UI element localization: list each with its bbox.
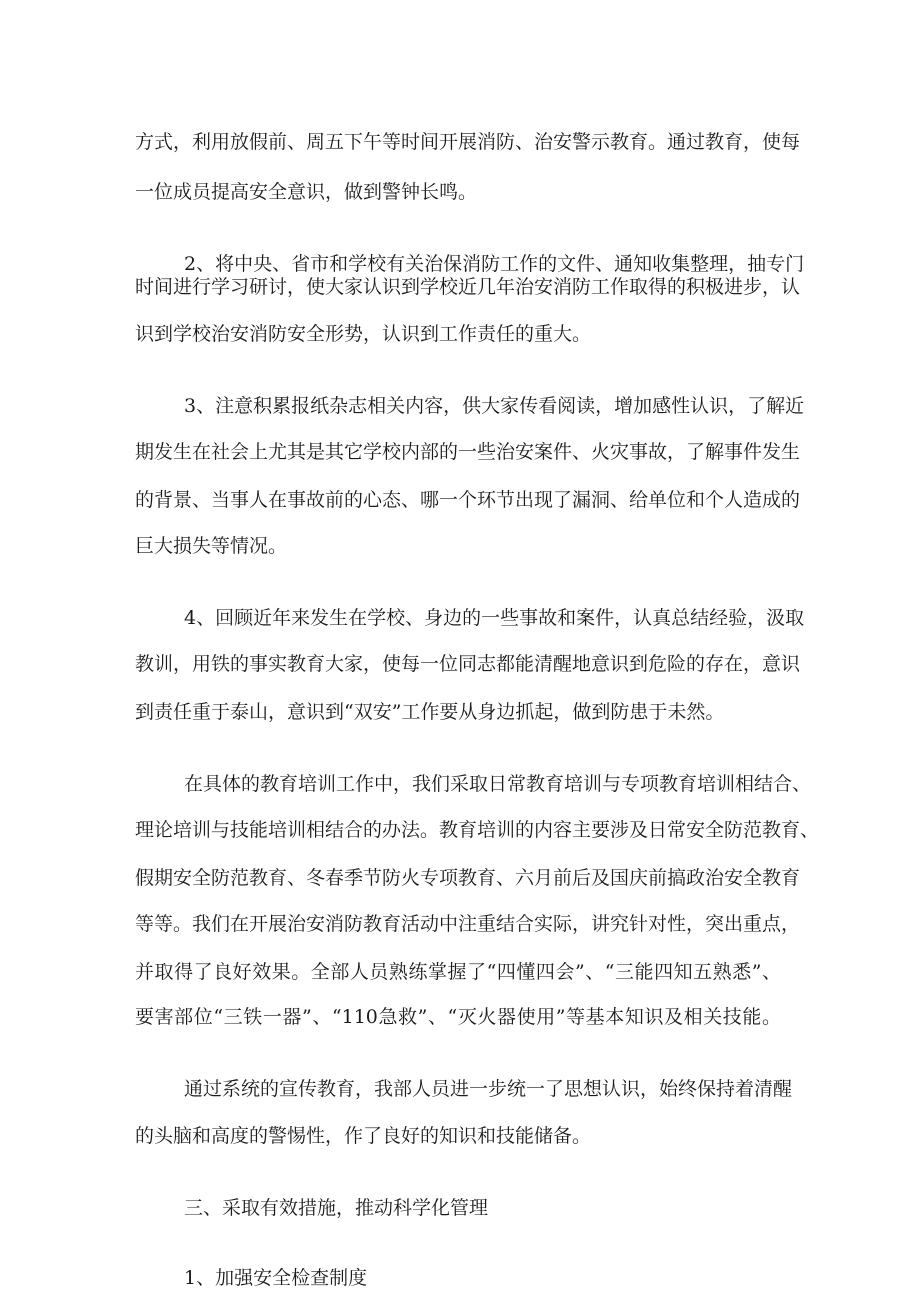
text-line: 方式，利用放假前、周五下午等时间开展消防、治安警示教育。通过教育，使每 — [135, 131, 801, 153]
text-line: 要害部位“三铁一器”、“110急救”、“灭火器使用”等基本知识及相关技能。 — [135, 1006, 781, 1028]
text-line: 3、注意积累报纸杂志相关内容，供大家传看阅读，增加感性认识，了解近 — [184, 395, 805, 417]
text-line: 4、回顾近年来发生在学校、身边的一些事故和案件，认真总结经验，汲取 — [184, 607, 805, 629]
text-line: 的头脑和高度的警惕性，作了良好的知识和技能储备。 — [135, 1125, 592, 1147]
text-line: 期发生在社会上尤其是其它学校内部的一些治安案件、火灾事故，了解事件发生 — [135, 441, 801, 463]
text-line: 时间进行学习研讨，使大家认识到学校近几年治安消防工作取得的积极进步，认 — [135, 276, 801, 298]
text-line: 在具体的教育培训工作中，我们采取日常教育培训与专项教育培训相结合、 — [184, 773, 812, 795]
text-line: 到责任重于泰山，意识到“双安”工作要从身边抓起，做到防患于未然。 — [135, 701, 725, 723]
text-line: 巨大损失等情况。 — [135, 535, 288, 557]
text-line: 假期安全防范教育、冬春季节防火专项教育、六月前后及国庆前搞政治安全教育 — [135, 867, 801, 889]
text-line: 识到学校治安消防安全形势，认识到工作责任的重大。 — [135, 323, 592, 345]
text-line: 理论培训与技能培训相结合的办法。教育培训的内容主要涉及日常安全防范教育、 — [135, 819, 820, 841]
text-line: 教训，用铁的事实教育大家，使每一位同志都能清醒地意识到危险的存在，意识 — [135, 653, 801, 675]
subsection-heading: 1、加强安全检查制度 — [184, 1267, 368, 1289]
text-line: 一位成员提高安全意识，做到警钟长鸣。 — [135, 181, 478, 203]
text-line: 2、将中央、省市和学校有关治保消防工作的文件、通知收集整理，抽专门 — [184, 253, 805, 275]
text-line: 等等。我们在开展治安消防教育活动中注重结合实际，讲究针对性，突出重点， — [135, 913, 801, 935]
section-heading: 三、采取有效措施，推动科学化管理 — [184, 1197, 489, 1219]
text-line: 并取得了良好效果。全部人员熟练掌握了“四懂四会”、“三能四知五熟悉”、 — [135, 961, 781, 983]
text-line: 的背景、当事人在事故前的心态、哪一个环节出现了漏洞、给单位和个人造成的 — [135, 489, 801, 511]
text-line: 通过系统的宣传教育，我部人员进一步统一了思想认识，始终保持着清醒 — [184, 1078, 793, 1100]
